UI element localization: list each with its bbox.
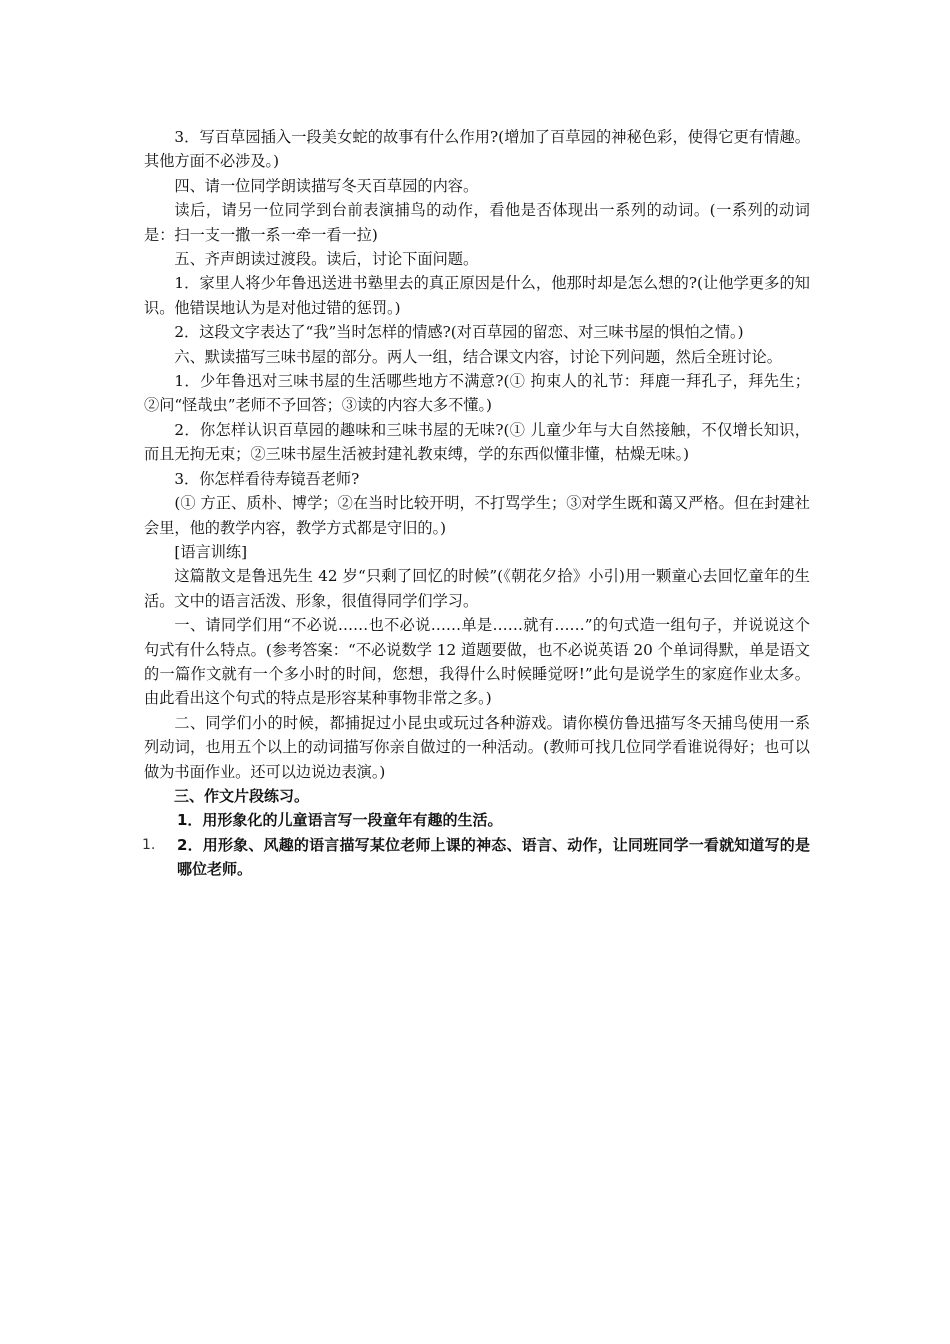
- paragraph-step-5: 五、齐声朗读过渡段。读后，讨论下面问题。: [174, 250, 479, 269]
- paragraph-language-intro: 这篇散文是鲁迅先生 42 岁“只剩了回忆的时候”(《朝花夕拾》小引)用一颗童心去回忆童年的生活。文中的语言活泼、形象，很值得同学们学习。: [144, 567, 810, 610]
- paragraph-language-exercise-1: 一、请同学们用“不必说……也不必说……单是……就有……”的句式造一组句子，并说说这个句式有什么特点。(参考答案：“不必说数学 12 道题要做，也不必说英语 20 个单词得默，单是语文的一篇作文就有一个多小时的时间，您想，我得什么时候睡觉呀!”此句是说学生的家庭作业太多。由此看出这个句式的特点是形容某种事物非常之多。): [144, 616, 810, 708]
- exercise-item-1: 1．用形象化的儿童语言写一段童年有趣的生活。: [177, 811, 503, 830]
- exercise-item-2: 2．用形象、风趣的语言描写某位老师上课的神态、语言、动作，让同班同学一看就知道写的是哪位老师。: [177, 835, 810, 879]
- paragraph-step6-question-1: 1．少年鲁迅对三味书屋的生活哪些地方不满意?(① 拘束人的礼节：拜鹿一拜孔子，拜先生；②问“怪哉虫”老师不予回答；③读的内容大多不懂。): [144, 372, 810, 415]
- paragraph-after-reading: 读后，请另一位同学到台前表演捕鸟的动作，看他是否体现出一系列的动词。(一系列的动词是：扫一支一撒一系一牵一看一拉): [144, 201, 810, 244]
- paragraph-step6-question-2: 2．你怎样认识百草园的趣味和三味书屋的无味?(① 儿童少年与大自然接触，不仅增长知识，而且无拘无束；②三味书屋生活被封建礼教束缚，学的东西似懂非懂，枯燥无味。): [144, 420, 810, 464]
- paragraph-language-exercise-2: 二、同学们小的时候，都捕捉过小昆虫或玩过各种游戏。请你模仿鲁迅描写冬天捕鸟使用一系列动词，也用五个以上的动词描写你亲自做过的一种活动。(教师可找几位同学看谁说得好；也可以做为书面作业。还可以边说边表演。): [144, 713, 810, 781]
- list-number: 1.: [142, 836, 156, 853]
- paragraph-step-6: 六、默读描写三味书屋的部分。两人一组，结合课文内容，讨论下列问题，然后全班讨论。: [174, 347, 782, 366]
- paragraph-question-3: 3．写百草园插入一段美女蛇的故事有什么作用?(增加了百草园的神秘色彩，使得它更有情趣。其他方面不必涉及。): [144, 128, 810, 171]
- paragraph-step-4: 四、请一位同学朗读描写冬天百草园的内容。: [174, 176, 479, 195]
- paragraph-step6-question-3: 3．你怎样看待寿镜吾老师?: [174, 469, 360, 488]
- section-heading-language-training: [语言训练]: [174, 542, 247, 561]
- paragraph-step6-answer-3: (① 方正、质朴、博学；②在当时比较开明，不打骂学生；③对学生既和蔼又严格。但在封建社会里，他的教学内容，教学方式都是守旧的。): [144, 494, 810, 537]
- exercise-item-2-row: [144, 833, 810, 882]
- document-body: [144, 125, 810, 882]
- exercise-heading: 三、作文片段练习。: [174, 786, 310, 805]
- paragraph-step5-question-2: 2．这段文字表达了“我”当时怎样的情感?(对百草园的留恋、对三味书屋的惧怕之情。): [174, 323, 744, 342]
- paragraph-step5-question-1: 1．家里人将少年鲁迅送进书塾里去的真正原因是什么，他那时却是怎么想的?(让他学更多的知识。他错误地认为是对他过错的惩罚。): [144, 274, 810, 317]
